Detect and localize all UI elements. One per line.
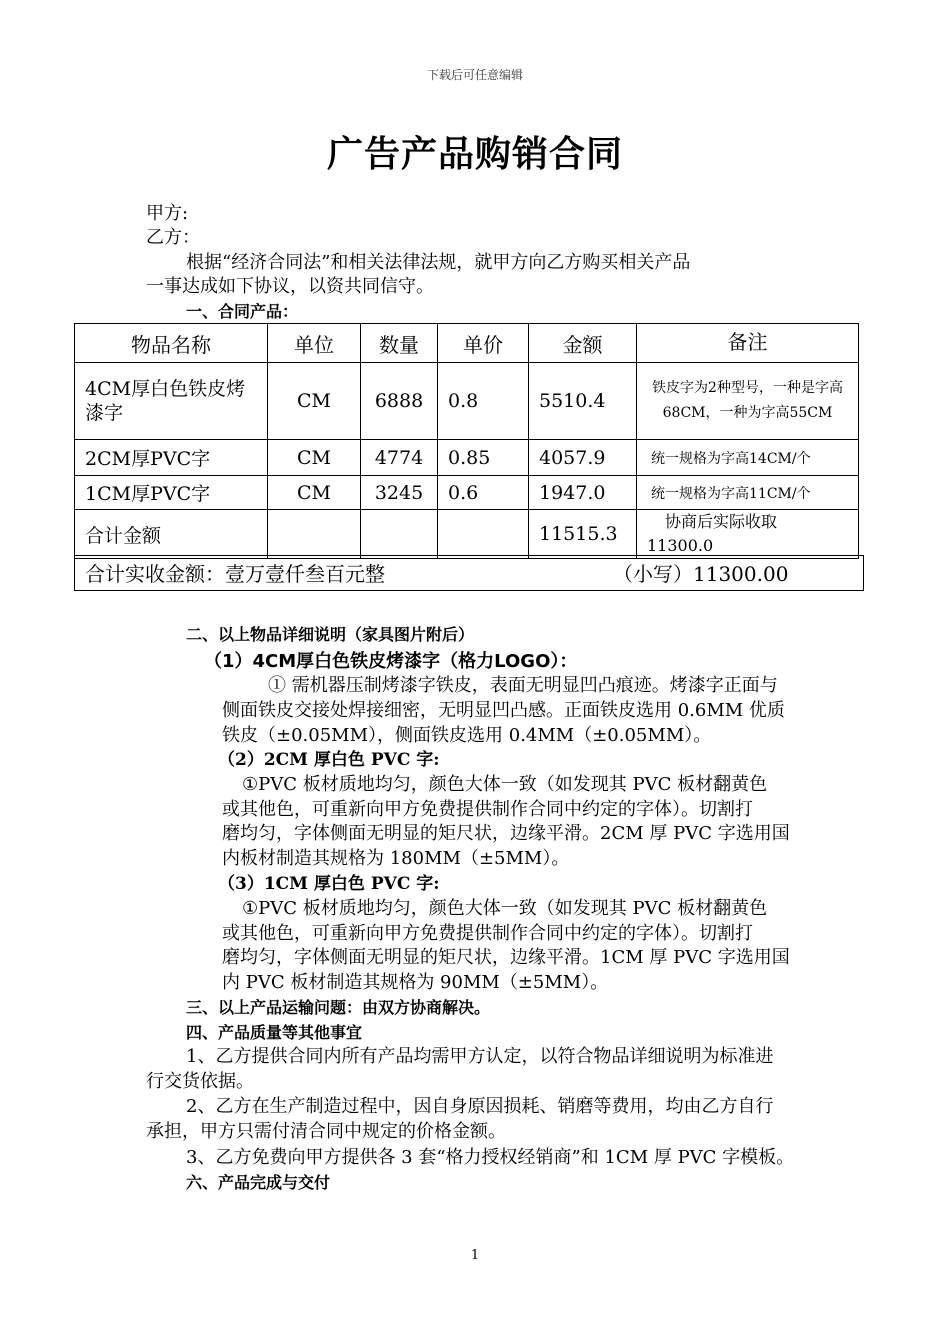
row-unit-price: 0.8 [438,363,529,440]
row-unit-price: 0.85 [438,440,529,476]
item-3-line-1: ①PVC 板材质地均匀，颜色大体一致（如发现其 PVC 板材翻黄色 [242,898,768,919]
page-number: 1 [470,1248,480,1263]
row-unit: CM [268,440,361,476]
section-4-item-2a: 2、乙方在生产制造过程中，因自身原因损耗、销磨等费用，均由乙方自行 [186,1096,774,1117]
row-item-name: 4CM厚白色铁皮烤漆字 [75,363,268,440]
table-row [75,476,859,510]
document-title: 广告产品购销合同 [326,134,623,175]
table-header-row [75,324,859,363]
section-4-item-1a: 1、乙方提供合同内所有产品均需甲方认定，以符合物品详细说明为标准进 [186,1046,774,1067]
row-unit: CM [268,363,361,440]
section-3-heading: 三、以上产品运输问题：由双方协商解决。 [186,998,491,1017]
header-amount: 金额 [529,324,637,363]
item-1-line-2: 侧面铁皮交接处焊接细密，无明显凹凸感。正面铁皮选用 0.6MM 优质 [222,700,785,721]
row-item-name: 1CM厚PVC字 [75,476,268,510]
intro-line-2: 一事达成如下协议，以资共同信守。 [146,276,434,297]
item-2-title: （2）2CM 厚白色 PVC 字: [218,750,440,770]
header-item-name: 物品名称 [75,324,268,363]
party-a-label: 甲方: [146,203,189,224]
item-3-line-2: 或其他色，可重新向甲方免费提供制作合同中约定的字体）。切割打 [222,923,753,944]
row-amount: 4057.9 [529,440,637,476]
row-quantity: 3245 [361,476,438,510]
row-item-name: 2CM厚PVC字 [75,440,268,476]
sum-label: 合计金额 [75,510,268,559]
sum-empty-cell [438,510,529,559]
section-4-heading: 四、产品质量等其他事宜 [186,1023,363,1042]
item-2-line-1: ①PVC 板材质地均匀，颜色大体一致（如发现其 PVC 板材翻黄色 [242,774,768,795]
section-4-item-3: 3、乙方免费向甲方提供各 3 套“格力授权经销商”和 1CM 厚 PVC 字模板。 [186,1147,795,1168]
item-1-title: （1）4CM厚白色铁皮烤漆字（格力LOGO）： [204,651,578,672]
section-4-item-1b: 行交货依据。 [146,1071,254,1092]
table-sum-row [75,510,859,559]
sum-amount: 11515.3 [529,510,637,559]
row-remarks: 统一规格为字高14CM/个 [637,440,859,476]
row-quantity: 6888 [361,363,438,440]
party-b-label: 乙方： [146,227,200,248]
item-2-line-2: 或其他色，可重新向甲方免费提供制作合同中约定的字体）。切割打 [222,799,753,820]
sum-remarks [637,510,859,559]
section-1-heading: 一、合同产品： [186,302,299,321]
row-remarks: 铁皮字为2种型号，一种是字高68CM，一种为字高55CM [637,363,859,440]
item-2-line-3: 磨均匀，字体侧面无明显的矩尺状，边缘平滑。2CM 厚 PVC 字选用国 [222,823,790,844]
item-3-line-4: 内 PVC 板材制造其规格为 90MM（±5MM）。 [222,972,609,993]
sum-remarks-line-1: 协商后实际收取 [665,512,778,531]
row-quantity: 4774 [361,440,438,476]
header-unit: 单位 [268,324,361,363]
section-4-item-2b: 承担，甲方只需付清合同中规定的价格金额。 [146,1121,506,1142]
row-amount: 5510.4 [529,363,637,440]
item-1-line-3: 铁皮（±0.05MM），侧面铁皮选用 0.4MM（±0.05MM）。 [222,725,712,746]
row-amount: 1947.0 [529,476,637,510]
header-quantity: 数量 [361,324,438,363]
section-2-heading: 二、以上物品详细说明（家具图片附后） [186,625,475,644]
sum-empty-cell [361,510,438,559]
product-table [74,323,859,559]
sum-empty-cell [268,510,361,559]
total-received-label: 合计实收金额：壹万壹仟叁百元整 [85,562,385,586]
row-unit-price: 0.6 [438,476,529,510]
table-row [75,440,859,476]
page-header: 下载后可任意编辑 [426,68,523,82]
total-received-small: （小写）11300.00 [613,562,789,586]
sum-remarks-line-2: 11300.0 [647,536,714,555]
row-unit: CM [268,476,361,510]
item-1-line-1: ① 需机器压制烤漆字铁皮，表面无明显凹凸痕迹。烤漆字正面与 [268,675,778,696]
header-remarks: 备注 [637,324,859,363]
row-remarks: 统一规格为字高11CM/个 [637,476,859,510]
intro-line-1: 根据“经济合同法”和相关法律法规，就甲方向乙方购买相关产品 [186,252,691,273]
item-3-line-3: 磨均匀，字体侧面无明显的矩尺状，边缘平滑。1CM 厚 PVC 字选用国 [222,947,790,968]
item-2-line-4: 内板材制造其规格为 180MM（±5MM）。 [222,848,570,869]
table-row [75,363,859,440]
section-6-heading: 六、产品完成与交付 [186,1173,331,1192]
item-3-title: （3）1CM 厚白色 PVC 字: [218,874,440,894]
header-unit-price: 单价 [438,324,529,363]
total-received-row [74,555,864,591]
